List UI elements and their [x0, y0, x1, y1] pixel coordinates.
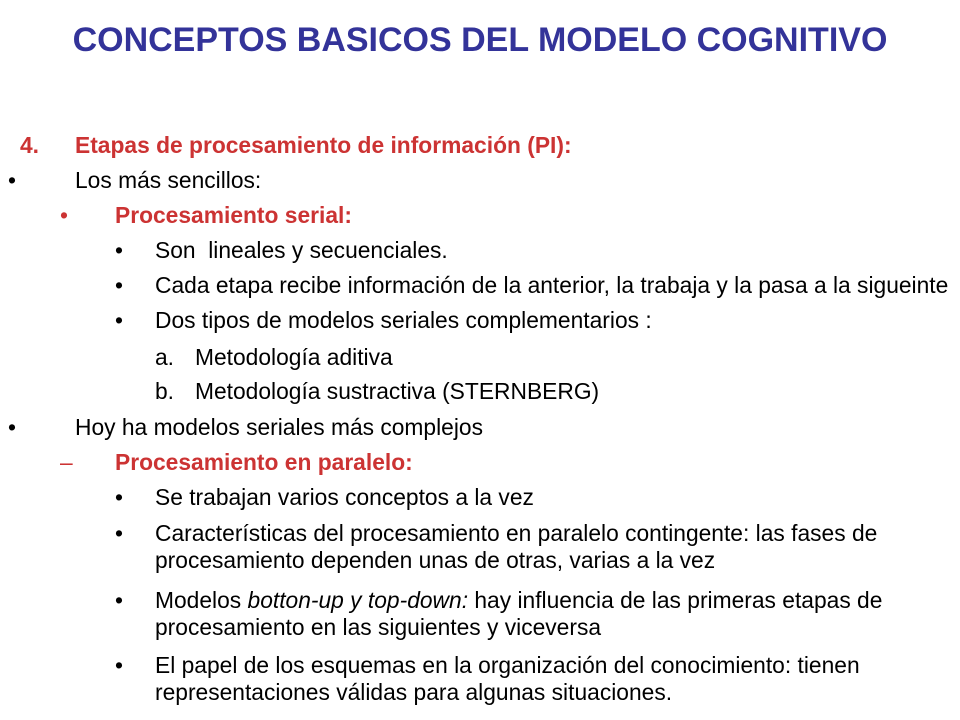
serial-point: Cada etapa recibe información de la anterior, la trabaja y la pasa a la sigueinte: [155, 271, 949, 298]
bullet: •: [115, 483, 123, 510]
parallel-point-text: Modelos: [155, 586, 248, 613]
subpoint-marker: b.: [155, 377, 175, 404]
bullet: •: [115, 271, 123, 298]
section-heading-text: Etapas de procesamiento de información (PI):: [75, 131, 572, 158]
parallel-point-line: Características del procesamiento en paralelo contingente: las fases de: [155, 519, 878, 546]
subpoint-marker: a.: [155, 343, 175, 370]
bullet: •: [115, 236, 123, 263]
bullet: •: [60, 201, 68, 228]
serial-point: Son lineales y secuenciales.: [155, 236, 448, 263]
simple-models-label: Los más sencillos:: [75, 166, 262, 193]
section-number: 4.: [20, 131, 40, 158]
parallel-point-line: procesamiento dependen unas de otras, varias a la vez: [155, 546, 716, 573]
parallel-point-line: representaciones válidas para algunas situaciones.: [155, 678, 673, 705]
parallel-point-line: El papel de los esquemas en la organización del conocimiento: tienen: [155, 651, 860, 678]
bullet: •: [115, 651, 123, 678]
parallel-point-line: [155, 587, 882, 614]
dash-marker: –: [60, 448, 73, 475]
bullet: •: [8, 413, 16, 440]
subpoint-text: Metodología aditiva: [195, 343, 393, 370]
bullet: •: [115, 306, 123, 333]
bullet: •: [8, 166, 16, 193]
bullet: •: [115, 519, 123, 546]
parallel-point-line: procesamiento en las siguientes y viceversa: [155, 613, 602, 640]
parallel-point-line: Se trabajan varios conceptos a la vez: [155, 483, 534, 510]
parallel-point-emphasis: botton-up y top-down:: [247, 586, 469, 613]
parallel-processing-heading: Procesamiento en paralelo:: [115, 448, 413, 475]
bullet: •: [115, 586, 123, 613]
serial-point: Dos tipos de modelos seriales complementarios :: [155, 306, 652, 333]
complex-models-label: Hoy ha modelos seriales más complejos: [75, 413, 483, 440]
parallel-point-text: hay influencia de las primeras etapas de: [468, 586, 883, 613]
slide-title: CONCEPTOS BASICOS DEL MODELO COGNITIVO: [72, 21, 888, 59]
subpoint-text: Metodología sustractiva (STERNBERG): [195, 377, 600, 404]
serial-processing-heading: Procesamiento serial:: [115, 201, 352, 228]
